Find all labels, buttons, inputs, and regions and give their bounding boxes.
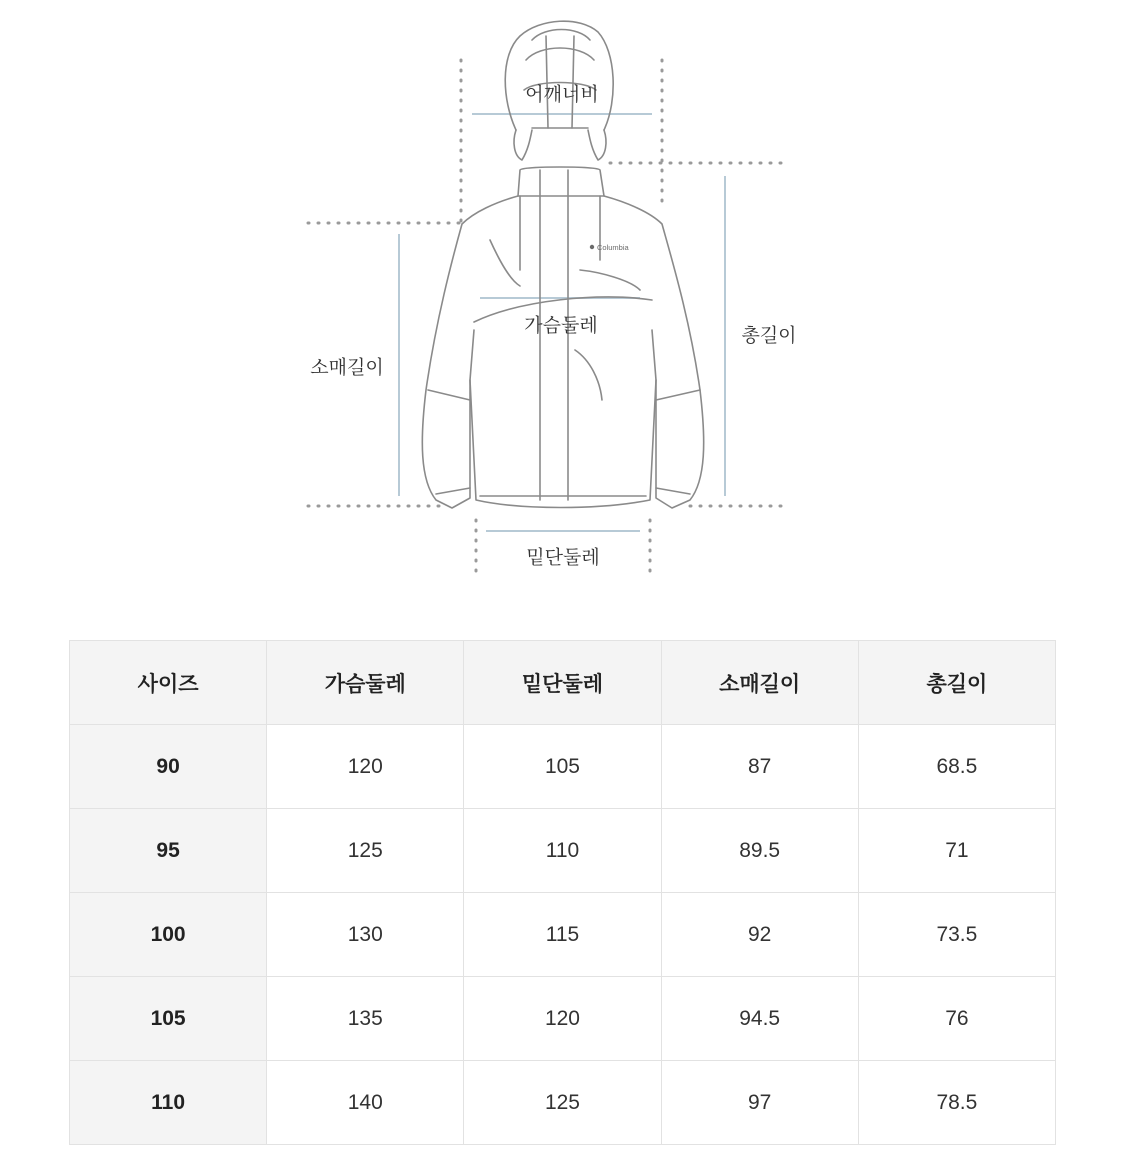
total-cell: 68.5 [858,725,1055,809]
svg-text:Columbia: Columbia [597,243,629,252]
hem-cell: 105 [464,725,661,809]
total-cell: 73.5 [858,893,1055,977]
chest-cell: 125 [267,809,464,893]
hem-circumference-label: 밑단둘레 [526,546,600,569]
table-row [70,809,1056,893]
size-cell: 95 [70,809,267,893]
sleeve-cell: 89.5 [661,809,858,893]
header-total: 총길이 [858,641,1055,725]
size-chart-table [69,640,1056,1145]
hem-cell: 125 [464,1061,661,1145]
header-size: 사이즈 [70,641,267,725]
size-cell: 110 [70,1061,267,1145]
hem-cell: 115 [464,893,661,977]
columbia-logo-icon [590,243,630,252]
chest-cell: 130 [267,893,464,977]
header-hem: 밑단둘레 [464,641,661,725]
table-header-row [70,641,1056,725]
header-chest: 가슴둘레 [267,641,464,725]
shoulder-width-label: 어깨너비 [525,83,599,106]
hem-cell: 120 [464,977,661,1061]
table-row [70,977,1056,1061]
header-sleeve: 소매길이 [661,641,858,725]
table-row [70,1061,1056,1145]
sleeve-cell: 97 [661,1061,858,1145]
chest-cell: 135 [267,977,464,1061]
sleeve-cell: 92 [661,893,858,977]
chest-cell: 140 [267,1061,464,1145]
table-row [70,893,1056,977]
table-row [70,725,1056,809]
total-cell: 71 [858,809,1055,893]
chest-cell: 120 [267,725,464,809]
size-cell: 105 [70,977,267,1061]
size-cell: 100 [70,893,267,977]
total-cell: 78.5 [858,1061,1055,1145]
sleeve-cell: 94.5 [661,977,858,1061]
size-cell: 90 [70,725,267,809]
sleeve-length-label: 소매길이 [310,356,384,379]
total-cell: 76 [858,977,1055,1061]
hem-cell: 110 [464,809,661,893]
sleeve-cell: 87 [661,725,858,809]
total-length-label: 총길이 [741,324,797,347]
chest-circumference-label: 가슴둘레 [524,314,598,337]
